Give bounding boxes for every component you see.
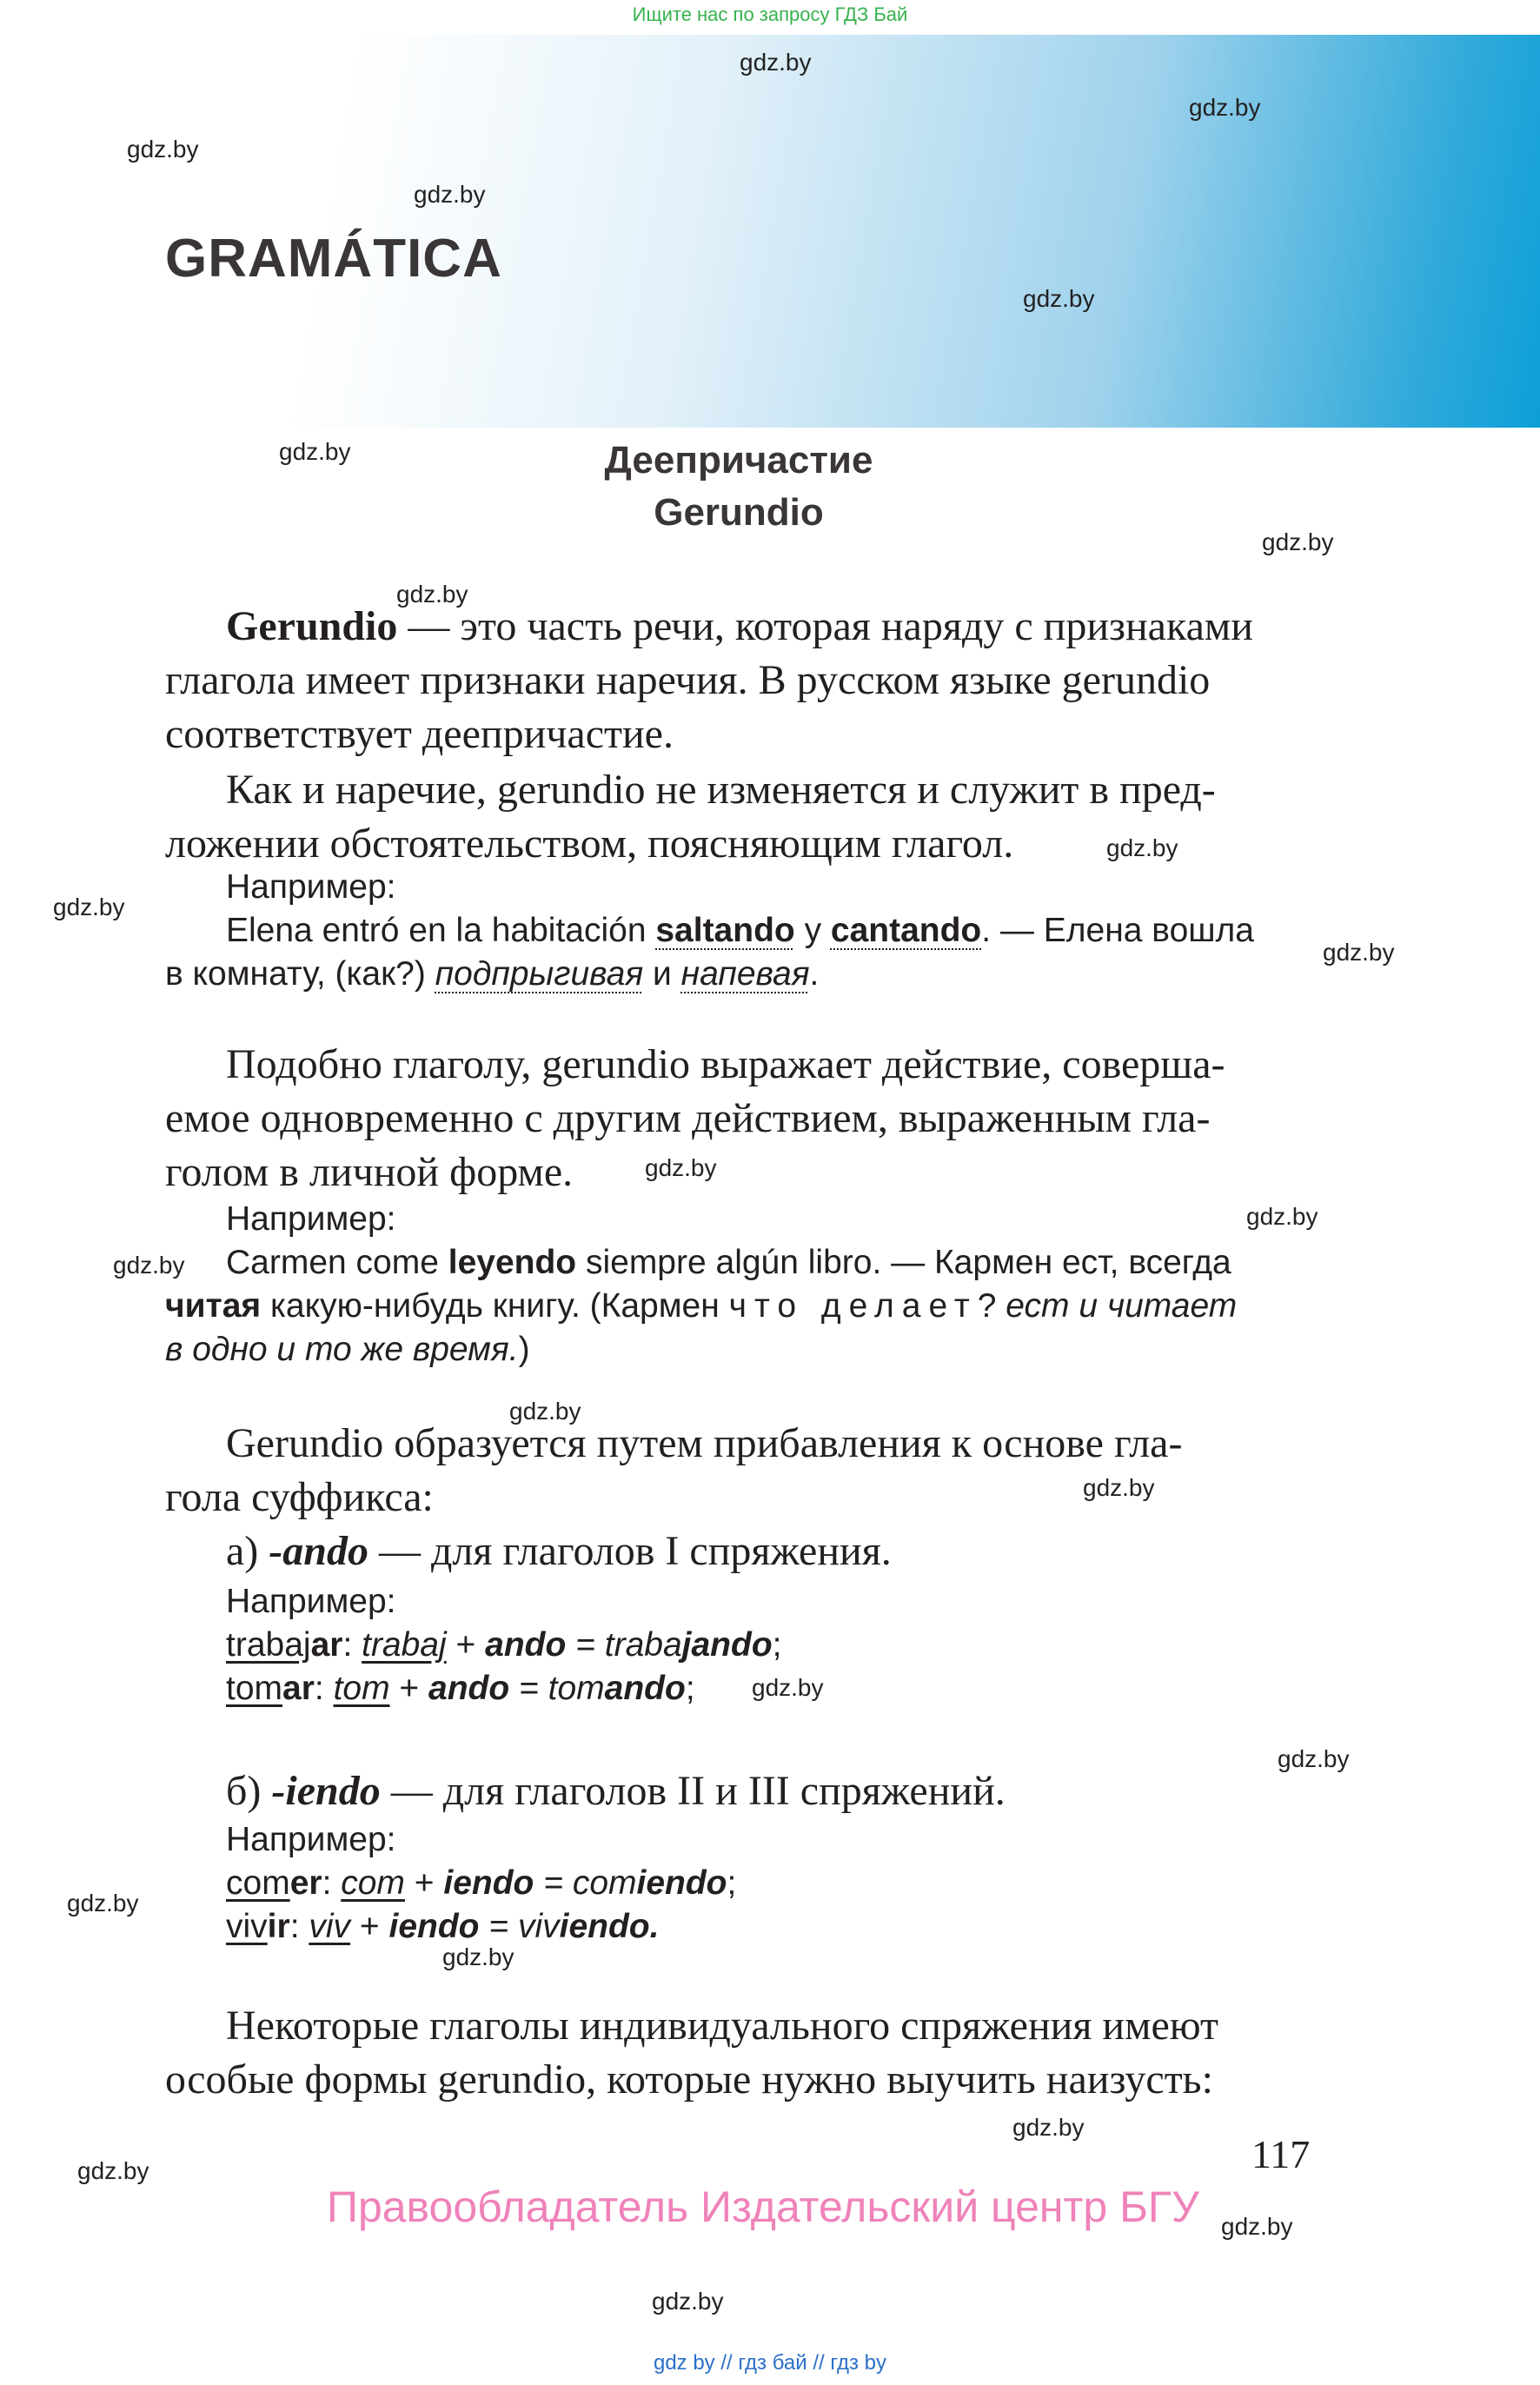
- translation-word: подпрыгивая: [435, 955, 644, 993]
- example-label: Например:: [226, 1821, 396, 1858]
- term-gerundio: Gerundio: [226, 603, 398, 649]
- watermark: gdz.by: [509, 1398, 581, 1425]
- watermark: gdz.by: [279, 438, 351, 465]
- rule-a: а) -ando — для глаголов I спряжения.: [226, 1528, 892, 1574]
- watermark: gdz.by: [53, 894, 125, 920]
- watermark: gdz.by: [1221, 2213, 1293, 2240]
- gerund-word: saltando: [655, 912, 795, 949]
- example-2: Например: Carmen come leyendo siempre algún libro. — Кармен ест, всегда читая какую-нибудь книгу. (Кармен что делает? ест и читает в одно и то же время.): [165, 1198, 1317, 1372]
- paragraph-irregular: Некоторые глаголы индивидуального спряжения имеют особые формы gerundio, которые нужно выучить наизусть:: [165, 2003, 1218, 2103]
- paragraph-simultaneous: Подобно глаголу, gerundio выражает действие, соверша- емое одновременно с другим действием, выраженным гла- голом в личной форме.: [165, 1041, 1225, 1195]
- watermark: gdz.by: [67, 1890, 139, 1917]
- watermark: gdz.by: [645, 1154, 717, 1181]
- watermark: gdz.by: [414, 181, 486, 208]
- rule-b: б) -iendo — для глаголов II и III спряжений.: [226, 1768, 1006, 1814]
- paragraph-formation: Gerundio образуется путем прибавления к основе гла- гола суффикса:: [165, 1420, 1183, 1520]
- watermark: gdz.by: [113, 1252, 185, 1279]
- gerund-word: cantando: [830, 912, 982, 949]
- watermark: gdz.by: [1012, 2114, 1085, 2141]
- watermark: gdz.by: [1083, 1474, 1155, 1501]
- watermark: gdz.by: [740, 49, 812, 76]
- title-spanish: Gerundio: [654, 491, 824, 534]
- watermark: gdz.by: [1106, 834, 1178, 861]
- footer-links: gdz by // гдз бай // гдз by: [653, 2351, 887, 2375]
- watermark: gdz.by: [1278, 1745, 1350, 1772]
- example-a: Например: trabajar: trabaj + ando = trabajando; tomar: tom + ando = tomando;: [165, 1580, 1317, 1711]
- suffix-iendo: -iendo: [271, 1768, 381, 1814]
- paragraph-adverb: Как и наречие, gerundio не изменяется и служит в пред- ложении обстоятельством, поясняющим глагол.: [165, 767, 1216, 867]
- translation-word: напевая: [680, 955, 810, 993]
- page-number: 117: [1251, 2132, 1311, 2176]
- paragraph-definition: Gerundio — это часть речи, которая наряду с признаками глагола имеет признаки наречия. В русском языке gerundio соответствует деепричастие.: [165, 603, 1253, 757]
- top-notice: Ищите нас по запросу ГДЗ Бай: [632, 3, 908, 25]
- translation-word: читая: [165, 1287, 262, 1325]
- watermark: gdz.by: [127, 136, 199, 163]
- example-label: Например:: [226, 1200, 396, 1238]
- watermark: gdz.by: [77, 2157, 149, 2184]
- watermark: gdz.by: [1189, 94, 1261, 121]
- watermark: gdz.by: [1262, 528, 1334, 555]
- example-1: Например: Elena entró en la habitación saltando y cantando. — Елена вошла в комнату, (как?) подпрыгивая и напевая.: [165, 866, 1317, 996]
- example-label: Например:: [226, 1583, 396, 1620]
- section-heading: GRAMÁTICA: [165, 229, 502, 289]
- watermark: gdz.by: [1246, 1203, 1318, 1230]
- example-label: Например:: [226, 868, 396, 906]
- suffix-ando: -ando: [269, 1528, 368, 1574]
- watermark: gdz.by: [396, 581, 468, 608]
- watermark: gdz.by: [1023, 285, 1095, 312]
- watermark: gdz.by: [442, 1943, 514, 1970]
- example-b: Например: comer: com + iendo = comiendo; vivir: viv + iendo = viviendo.: [165, 1818, 1317, 1949]
- gerund-word: leyendo: [448, 1244, 577, 1281]
- watermark: gdz.by: [1323, 939, 1395, 966]
- copyright-notice: Правообладатель Издательский центр БГУ: [327, 2182, 1199, 2231]
- watermark: gdz.by: [752, 1674, 824, 1701]
- watermark: gdz.by: [652, 2288, 724, 2315]
- title-russian: Деепричастие: [604, 439, 873, 482]
